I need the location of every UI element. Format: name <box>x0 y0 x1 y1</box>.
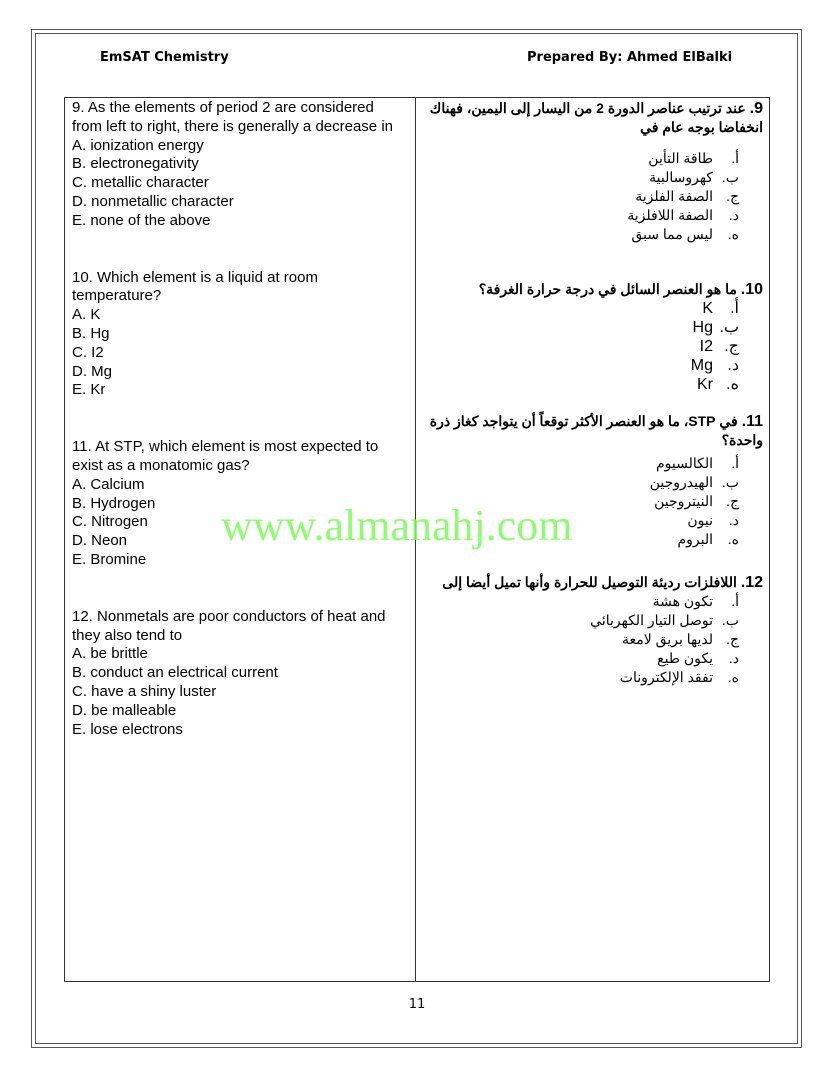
option-text: ليس مما سبق <box>631 226 713 242</box>
option: A. be brittle <box>72 645 148 663</box>
option <box>420 187 763 206</box>
option-text: K <box>702 300 713 317</box>
question-ar-9 <box>420 99 763 244</box>
option-letter: د. <box>728 512 739 528</box>
option-text: الكالسيوم <box>655 455 713 471</box>
option-text: Mg <box>690 357 713 374</box>
option-letter: ج. <box>726 188 739 204</box>
option-list <box>420 592 763 687</box>
question-ar-11 <box>420 412 763 549</box>
option-letter: ه. <box>726 376 739 393</box>
option <box>420 375 763 394</box>
option-list <box>420 149 763 244</box>
option <box>420 206 763 225</box>
option <box>420 149 763 168</box>
option <box>420 611 763 630</box>
option <box>420 454 763 473</box>
option: A. ionization energy <box>72 136 204 154</box>
option-letter: أ. <box>731 150 739 166</box>
question-text: ما هو العنصر السائل في درجة حرارة الغرفة؟ <box>478 281 737 297</box>
option-letter: د. <box>728 207 739 223</box>
question-stem <box>420 99 763 137</box>
option <box>420 492 763 511</box>
option <box>420 649 763 668</box>
option: E. lose electrons <box>72 720 183 738</box>
option-text: Kr <box>697 376 713 393</box>
option: B. Hydrogen <box>72 494 156 512</box>
question-text: في STP، ما هو العنصر الأكثر توقعاً أن يتواجد كغاز ذرة واحدة؟ <box>429 413 763 448</box>
option-text: الهيدروجين <box>649 474 713 490</box>
arabic-column <box>420 99 763 687</box>
option <box>420 225 763 244</box>
option-text: لديها بريق لامعة <box>622 631 713 647</box>
option-letter: ه. <box>727 226 739 242</box>
option <box>420 168 763 187</box>
option: B. conduct an electrical current <box>72 664 278 682</box>
option <box>420 630 763 649</box>
option: E. none of the above <box>72 211 211 229</box>
question-text: اللافلزات رديئة التوصيل للحرارة وأنها تميل أيضا إلى <box>442 574 737 590</box>
question-stem: 12. Nonmetals are poor conductors of heat and they also tend to <box>72 607 386 644</box>
option-letter: د. <box>728 650 739 666</box>
option: C. have a shiny luster <box>72 682 217 700</box>
question-en-9 <box>72 99 408 231</box>
watermark: www.almanahj.com <box>221 501 573 550</box>
question-en-11 <box>72 438 408 570</box>
option-letter: أ. <box>730 300 739 317</box>
option-letter: ب. <box>719 319 739 336</box>
question-number: 11. <box>741 413 763 430</box>
option-text: يكون طيع <box>657 650 713 666</box>
option <box>420 337 763 356</box>
option: D. be malleable <box>72 701 177 719</box>
question-en-12 <box>72 608 408 740</box>
option-text: Hg <box>692 319 713 336</box>
option <box>420 318 763 337</box>
option: D. Neon <box>72 532 128 550</box>
option-text: تفقد الإلكترونات <box>619 669 713 685</box>
question-number: 10. <box>740 281 763 298</box>
page-number: 11 <box>408 997 426 1012</box>
option: C. Nitrogen <box>72 513 148 531</box>
option: D. Mg <box>72 362 113 380</box>
option: C. I2 <box>72 343 104 361</box>
question-stem: 10. Which element is a liquid at room temperature? <box>72 268 318 305</box>
option-letter: ب. <box>721 612 739 628</box>
header-title: EmSAT Chemistry <box>100 50 229 65</box>
question-number: 9. <box>749 100 763 117</box>
option-list <box>420 454 763 549</box>
option-list <box>420 299 763 394</box>
question-stem: 9. As the elements of period 2 are considered from left to right, there is generally a decrease in <box>72 99 393 135</box>
option <box>420 356 763 375</box>
question-stem <box>420 573 763 592</box>
option <box>420 473 763 492</box>
option-text: طاقة التأين <box>648 150 713 166</box>
option: E. Kr <box>72 381 106 399</box>
option: B. Hg <box>72 324 110 342</box>
option-text: I2 <box>699 338 713 355</box>
option-text: تكون هشة <box>652 593 713 609</box>
question-ar-12 <box>420 573 763 687</box>
option-letter: ب. <box>721 169 739 185</box>
option-text: النيتروجين <box>654 493 713 509</box>
option-letter: ه. <box>727 669 739 685</box>
option: B. electronegativity <box>72 155 199 173</box>
option-text: الصفة اللافلزية <box>627 207 713 223</box>
option-letter: ج. <box>726 493 739 509</box>
option-letter: أ. <box>731 455 739 471</box>
option-text: كهروسالبية <box>649 169 713 185</box>
question-number: 12. <box>740 574 763 591</box>
question-ar-10 <box>420 280 763 394</box>
column-divider <box>415 97 416 982</box>
option <box>420 299 763 318</box>
option-letter: ج. <box>724 338 739 355</box>
option: A. Calcium <box>72 475 145 493</box>
option-letter: أ. <box>731 593 739 609</box>
question-stem: 11. At STP, which element is most expected to exist as a monatomic gas? <box>72 438 379 474</box>
question-stem <box>420 280 763 299</box>
option <box>420 668 763 687</box>
option-text: الصفة الفلزية <box>635 188 713 204</box>
option-text: البروم <box>677 531 713 547</box>
option <box>420 511 763 530</box>
question-en-10 <box>72 269 408 401</box>
option-text: توصل التيار الكهربائي <box>590 612 713 628</box>
option: E. Bromine <box>72 550 147 568</box>
header-author: Prepared By: Ahmed ElBalki <box>527 50 733 65</box>
option <box>420 592 763 611</box>
english-column <box>72 99 408 777</box>
option: D. nonmetallic character <box>72 192 234 210</box>
option-text: نيون <box>687 512 713 528</box>
option-letter: ج. <box>726 631 739 647</box>
question-text: عند ترتيب عناصر الدورة 2 من اليسار إلى اليمين، فهناك انخفاضا بوجه عام في <box>429 100 763 135</box>
option: A. K <box>72 306 101 324</box>
option: C. metallic character <box>72 174 209 192</box>
option-letter: ب. <box>721 474 739 490</box>
question-stem <box>420 412 763 450</box>
option <box>420 530 763 549</box>
option-letter: ه. <box>727 531 739 547</box>
option-letter: د. <box>727 357 739 374</box>
